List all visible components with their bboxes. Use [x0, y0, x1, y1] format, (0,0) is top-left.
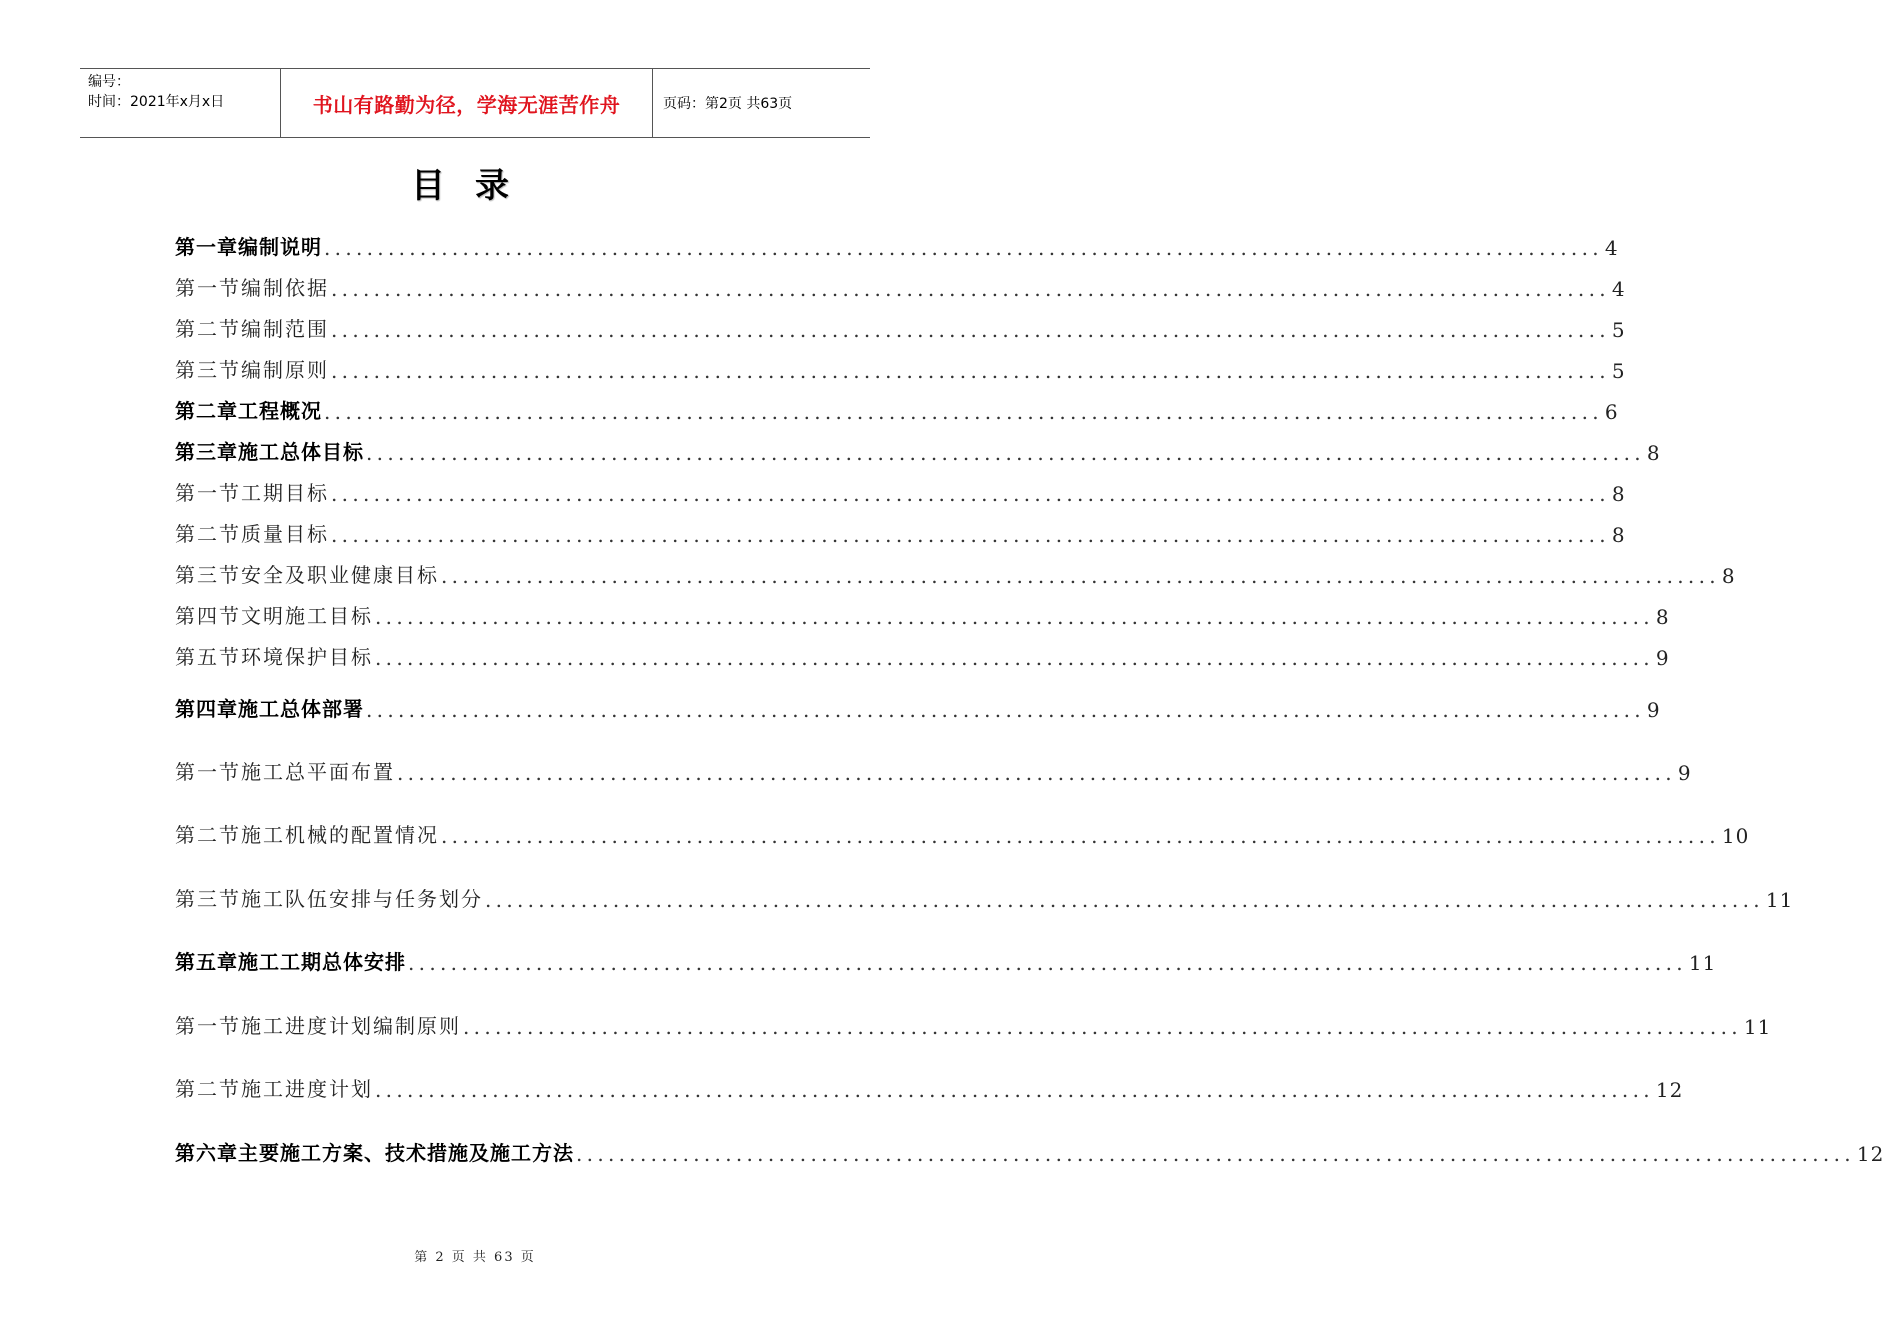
- toc-entry-page: 9: [1655, 646, 1670, 670]
- toc-entry-label: 第四章: [175, 697, 238, 721]
- number-label: 编号：: [88, 74, 130, 90]
- toc-entry[interactable]: [175, 599, 1670, 629]
- toc-entry-title: 施工进度计划: [241, 1077, 373, 1101]
- toc-leader-dots: ........................................................................................................................: [441, 564, 1720, 588]
- toc-entry-label: 第五节: [175, 645, 241, 669]
- toc-leader-dots: ........................................................................................................................: [485, 888, 1764, 912]
- toc-entry[interactable]: [175, 1136, 1884, 1166]
- toc-entry-page: 4: [1604, 236, 1619, 260]
- toc-leader-dots: ........................................................................................................................: [375, 1078, 1654, 1102]
- toc-leader-dots: ........................................................................................................................: [441, 824, 1720, 848]
- toc-leader-dots: ........................................................................................................................: [331, 277, 1610, 301]
- toc-leader-dots: ........................................................................................................................: [324, 400, 1603, 424]
- toc-leader-dots: ........................................................................................................................: [397, 761, 1676, 785]
- toc-entry-label: 第六章: [175, 1141, 238, 1165]
- toc-entry-page: 11: [1688, 951, 1717, 975]
- toc-entry[interactable]: [175, 640, 1670, 670]
- toc-entry-title: 编制范围: [241, 317, 329, 341]
- toc-entry-title: 主要施工方案、技术措施及施工方法: [238, 1141, 574, 1165]
- page-footer: 第 2 页 共 63 页: [414, 1250, 536, 1265]
- toc-entry[interactable]: [175, 312, 1626, 342]
- toc-entry-page: 12: [1856, 1142, 1884, 1166]
- toc-entry-title: 施工队伍安排与任务划分: [241, 887, 483, 911]
- toc-entry-page: 11: [1743, 1015, 1772, 1039]
- toc-entry-page: 10: [1721, 824, 1750, 848]
- page-title: 目录: [411, 166, 539, 206]
- toc-leader-dots: ........................................................................................................................: [375, 646, 1654, 670]
- toc-entry[interactable]: [175, 755, 1692, 785]
- toc-entry[interactable]: [175, 558, 1736, 588]
- toc-entry-page: 8: [1646, 441, 1661, 465]
- toc-entry-page: 11: [1765, 888, 1794, 912]
- toc-entry-title: 工期目标: [241, 481, 329, 505]
- toc-entry-title: 施工总体目标: [238, 440, 364, 464]
- toc-entry[interactable]: [175, 517, 1626, 547]
- time-label: 时间：2021年x月x日: [88, 94, 225, 110]
- toc-entry-label: 第一节: [175, 276, 241, 300]
- toc-entry-title: 施工总平面布置: [241, 760, 395, 784]
- toc-entry-title: 编制原则: [241, 358, 329, 382]
- toc-leader-dots: ........................................................................................................................: [331, 318, 1610, 342]
- header-motto: 书山有路勤为径，学海无涯苦作舟: [281, 69, 653, 137]
- toc-entry-page: 8: [1721, 564, 1736, 588]
- toc-entry-label: 第四节: [175, 604, 241, 628]
- toc-entry[interactable]: [175, 945, 1717, 975]
- toc-entry[interactable]: [175, 435, 1661, 465]
- toc-leader-dots: ........................................................................................................................: [463, 1015, 1742, 1039]
- toc-leader-dots: ........................................................................................................................: [576, 1142, 1855, 1166]
- toc-entry-page: 8: [1611, 523, 1626, 547]
- toc-entry-label: 第三章: [175, 440, 238, 464]
- toc-entry[interactable]: [175, 692, 1661, 722]
- toc-entry[interactable]: [175, 271, 1626, 301]
- toc-entry[interactable]: [175, 230, 1619, 260]
- document-header: [80, 68, 870, 138]
- header-meta: [80, 69, 281, 137]
- toc-entry[interactable]: [175, 353, 1626, 383]
- toc-entry-label: 第一节: [175, 481, 241, 505]
- toc-entry[interactable]: [175, 818, 1750, 848]
- toc-entry-title: 施工总体部署: [238, 697, 364, 721]
- toc-leader-dots: ........................................................................................................................: [331, 523, 1610, 547]
- toc-entry-label: 第二节: [175, 317, 241, 341]
- toc-entry-title: 编制说明: [238, 235, 322, 259]
- toc-entry-label: 第一节: [175, 760, 241, 784]
- toc-entry-title: 施工工期总体安排: [238, 950, 406, 974]
- toc-entry-label: 第三节: [175, 358, 241, 382]
- toc-entry-label: 第二节: [175, 1077, 241, 1101]
- toc-leader-dots: ........................................................................................................................: [331, 482, 1610, 506]
- toc-entry-title: 安全及职业健康目标: [241, 563, 439, 587]
- toc-leader-dots: ........................................................................................................................: [366, 441, 1645, 465]
- toc-entry-label: 第五章: [175, 950, 238, 974]
- toc-entry-label: 第二章: [175, 399, 238, 423]
- toc-entry-title: 环境保护目标: [241, 645, 373, 669]
- toc-entry-page: 12: [1655, 1078, 1684, 1102]
- toc-entry-title: 质量目标: [241, 522, 329, 546]
- toc-entry-title: 工程概况: [238, 399, 322, 423]
- toc-entry[interactable]: [175, 882, 1794, 912]
- toc-entry-page: 8: [1611, 482, 1626, 506]
- toc-entry-label: 第三节: [175, 887, 241, 911]
- toc-entry-page: 8: [1655, 605, 1670, 629]
- toc-entry-title: 编制依据: [241, 276, 329, 300]
- toc-entry-label: 第一章: [175, 235, 238, 259]
- toc-entry[interactable]: [175, 1072, 1684, 1102]
- toc-entry-label: 第三节: [175, 563, 241, 587]
- toc-leader-dots: ........................................................................................................................: [408, 951, 1687, 975]
- toc-entry-label: 第二节: [175, 823, 241, 847]
- toc-entry-title: 施工进度计划编制原则: [241, 1014, 461, 1038]
- toc-entry-page: 9: [1677, 761, 1692, 785]
- toc-entry-page: 6: [1604, 400, 1619, 424]
- toc-entry[interactable]: [175, 1009, 1772, 1039]
- toc-entry-page: 9: [1646, 698, 1661, 722]
- header-page-info: 页码：第2页 共63页: [663, 96, 793, 112]
- toc-entry-page: 4: [1611, 277, 1626, 301]
- toc-entry-page: 5: [1611, 359, 1626, 383]
- toc-entry[interactable]: [175, 476, 1626, 506]
- toc-leader-dots: ........................................................................................................................: [331, 359, 1610, 383]
- toc-entry[interactable]: [175, 394, 1619, 424]
- toc-entry-page: 5: [1611, 318, 1626, 342]
- toc-leader-dots: ........................................................................................................................: [375, 605, 1654, 629]
- toc-entry-title: 施工机械的配置情况: [241, 823, 439, 847]
- toc-entry-label: 第二节: [175, 522, 241, 546]
- toc-entry-label: 第一节: [175, 1014, 241, 1038]
- toc-entry-title: 文明施工目标: [241, 604, 373, 628]
- toc-leader-dots: ........................................................................................................................: [366, 698, 1645, 722]
- toc-leader-dots: ........................................................................................................................: [324, 236, 1603, 260]
